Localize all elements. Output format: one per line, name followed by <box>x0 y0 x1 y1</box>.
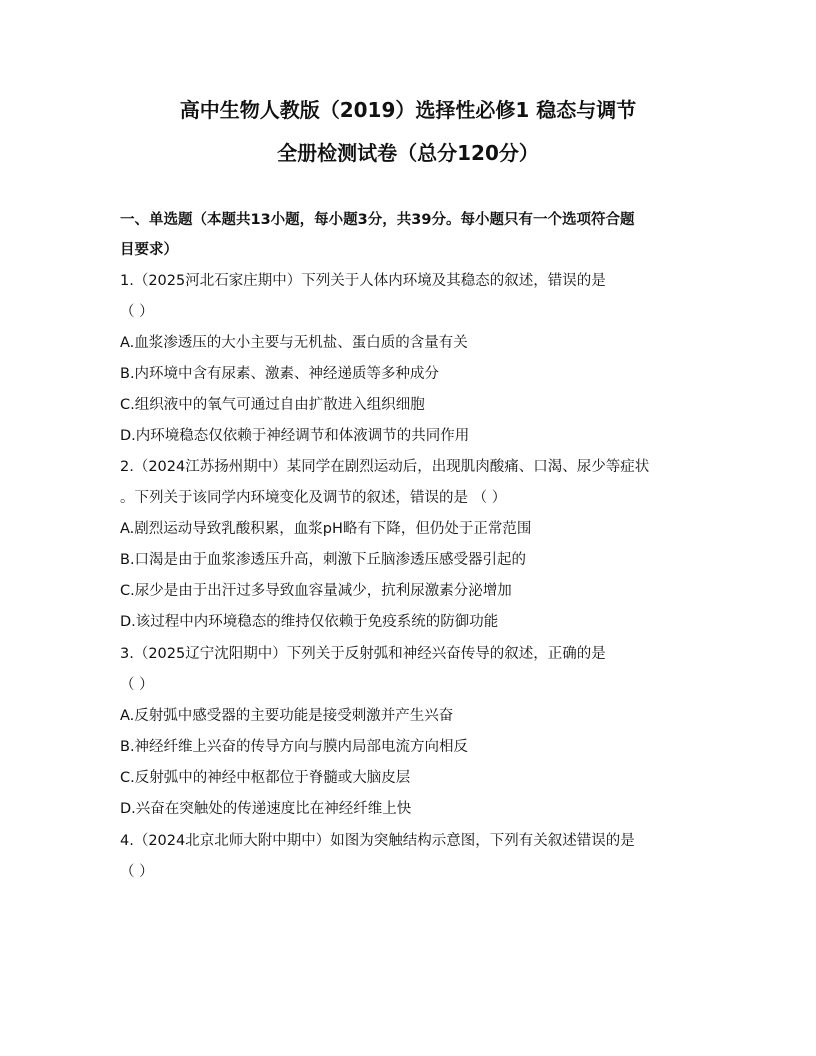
question-3-option-a: A.反射弧中感受器的主要功能是接受刺激并产生兴奋 <box>120 708 454 724</box>
question-4-stem: 4.（2024北京北师大附中期中）如图为突触结构示意图，下列有关叙述错误的是 <box>120 833 635 849</box>
question-2-stem-continued: 。下列关于该同学内环境变化及调节的叙述，错误的是 （ ） <box>120 490 507 506</box>
question-1-option-c: C.组织液中的氧气可通过自由扩散进入组织细胞 <box>120 397 425 413</box>
question-1-answer-blank: （ ） <box>120 304 154 320</box>
question-2-stem: 2.（2024江苏扬州期中）某同学在剧烈运动后，出现肌肉酸痛、口渴、尿少等症状 <box>120 459 650 475</box>
question-3-option-b: B.神经纤维上兴奋的传导方向与膜内局部电流方向相反 <box>120 739 469 755</box>
section-heading-line1: 一、单选题（本题共13小题，每小题3分，共39分。每小题只有一个选项符合题 <box>120 212 635 228</box>
section-heading-line2: 目要求） <box>120 242 178 258</box>
question-2-option-d: D.该过程中内环境稳态的维持仅依赖于免疫系统的防御功能 <box>120 614 499 630</box>
question-1-option-a: A.血浆渗透压的大小主要与无机盐、蛋白质的含量有关 <box>120 335 468 351</box>
question-2-option-c: C.尿少是由于出汗过多导致血容量减少，抗利尿激素分泌增加 <box>120 583 512 599</box>
question-2-option-b: B.口渴是由于血浆渗透压升高，刺激下丘脑渗透压感受器引起的 <box>120 552 527 568</box>
question-1-stem: 1.（2025河北石家庄期中）下列关于人体内环境及其稳态的叙述，错误的是 <box>120 273 606 289</box>
question-3-option-c: C.反射弧中的神经中枢都位于脊髓或大脑皮层 <box>120 770 411 786</box>
doc-title-line2: 全册检测试卷（总分120分） <box>277 141 539 165</box>
question-4-answer-blank: （ ） <box>120 864 154 880</box>
question-3-stem: 3.（2025辽宁沈阳期中）下列关于反射弧和神经兴奋传导的叙述，正确的是 <box>120 646 606 662</box>
question-1-option-b: B.内环境中含有尿素、激素、神经递质等多种成分 <box>120 366 440 382</box>
question-3-answer-blank: （ ） <box>120 677 154 693</box>
question-1-option-d: D.内环境稳态仅依赖于神经调节和体液调节的共同作用 <box>120 428 470 444</box>
question-3-option-d: D.兴奋在突触处的传递速度比在神经纤维上快 <box>120 801 412 817</box>
doc-title-line1: 高中生物人教版（2019）选择性必修1 稳态与调节 <box>179 98 637 122</box>
question-2-option-a: A.剧烈运动导致乳酸积累，血浆pH略有下降，但仍处于正常范围 <box>120 521 532 537</box>
